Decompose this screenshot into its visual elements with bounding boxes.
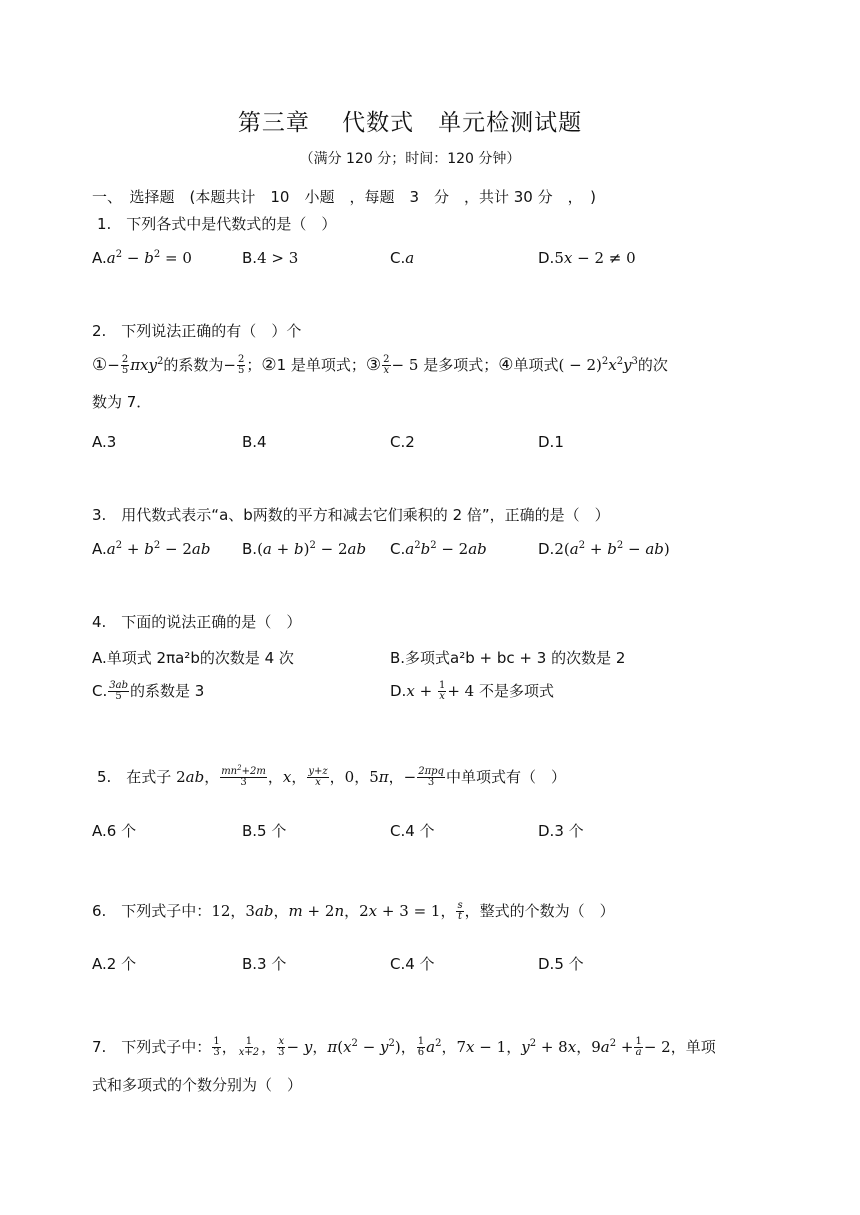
q4-option-b: B.多项式a²b + bc + 3 的次数是 2 [390, 649, 626, 667]
q4-option-d: D.x + $\frac{1}{x}$ + 4 不是多项式 [390, 679, 554, 702]
q2-option-c: C.2 [390, 433, 415, 451]
q3-option-b: $B.(a + b)^2 - 2ab$ [242, 540, 367, 558]
q5-stem: 5. 在式子 2ab， $\frac{mn^2+2m}{3}$ ，x， $\frac{y+z}{x}$ ，0，5π，− $\frac{\text{2πpq}}{3}$ 中单项式有（ ） [97, 763, 566, 788]
q4-stem: 4. 下面的说法正确的是（ ） [92, 613, 302, 631]
q1-stem: 1. 下列各式中是代数式的是（ ） [97, 215, 337, 233]
q6-option-c: C.4 个 [390, 955, 435, 973]
page-title: 第三章 代数式 单元检测试题 [237, 110, 583, 136]
q2-statements-cont: 数为 7． [92, 393, 152, 411]
q3-option-c: $C.a^2b^2 - 2ab$ [390, 540, 487, 558]
q3-option-a: $A.a^2 + b^2 - 2ab$ [92, 540, 211, 558]
q3-stem: 3. 用代数式表示“a、b两数的平方和减去它们乘积的 2 倍”，正确的是（ ） [92, 506, 610, 524]
q1-option-d: D.5x − 2 ≠ 0 [538, 249, 636, 267]
q1-option-a: $A.a^2 - b^2 = 0$ [92, 249, 192, 267]
q7-stem-cont: 式和多项式的个数分别为（ ） [92, 1076, 303, 1094]
q2-option-d: D.1 [538, 433, 564, 451]
q2-option-b: B.4 [242, 433, 267, 451]
q2-statements: ①− $\frac{2}{5}$ πxy$^2$的系数为− $\frac{2}{5}$ ；②1 是单项式；③ $\frac{2}{x}$ − 5 是多项式；④单项式( − $2)^2x^2y^3$的次 [92, 353, 668, 376]
q5-option-d: D.3 个 [538, 822, 584, 840]
q2-option-a: A.3 [92, 433, 117, 451]
q3-option-d: $D.2(a^2 + b^2 - ab)$ [538, 540, 670, 558]
q1-option-c: C.a [390, 249, 415, 267]
q4-option-c: C. $\frac{3ab}{5}$ 的系数是 3 [92, 679, 205, 702]
q7-stem: 7. 下列式子中： $\frac{1}{3}$ ， $\frac{1}{x+2}$ ， $\frac{x}{3}$ − y，$\pi(x^2 - y^2)$， $\frac{1}{6}$ $a^2$，7x − 1，$y^2 + 8x$，$9a^2$ + $\frac{1}{a}$ − 2，单项 [92, 1035, 716, 1058]
q6-stem: 6. 下列式子中：12，3ab，m + 2n，2x + 3 = 1， $\frac{s}{t}$ ，整式的个数为（ ） [92, 899, 615, 922]
q5-option-a: A.6 个 [92, 822, 137, 840]
q2-stem: 2. 下列说法正确的有（ ）个 [92, 322, 302, 340]
q1-option-b: B.4 > 3 [242, 249, 299, 267]
q6-option-b: B.3 个 [242, 955, 287, 973]
q5-option-c: C.4 个 [390, 822, 435, 840]
section-heading: 一、 选择题 (本题共计 10 小题 ，每题 3 分 ，共计 30 分 ， ) [92, 188, 596, 206]
page-subtitle: （满分 120 分；时间：120 分钟） [299, 151, 521, 167]
q5-option-b: B.5 个 [242, 822, 287, 840]
q6-option-a: A.2 个 [92, 955, 137, 973]
q4-option-a: A.单项式 2πa²b的次数是 4 次 [92, 649, 294, 667]
q6-option-d: D.5 个 [538, 955, 584, 973]
